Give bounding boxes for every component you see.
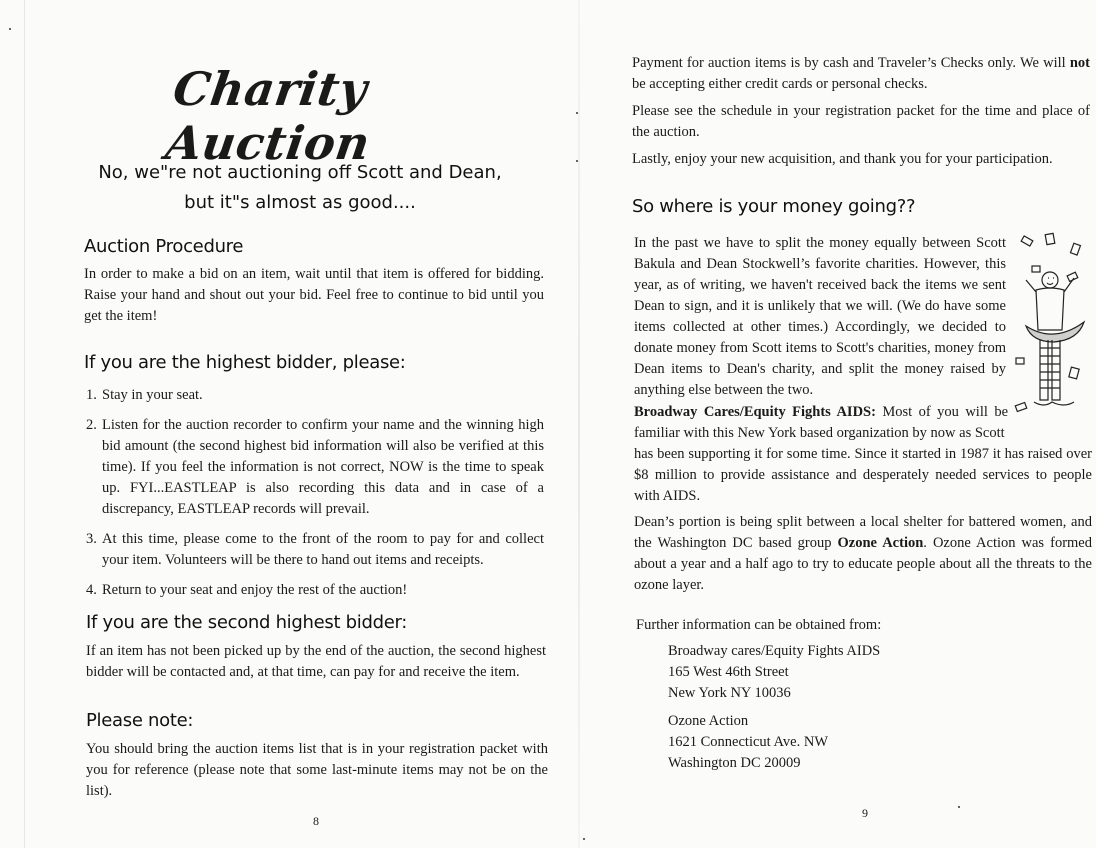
bcefa-text-rest: has been supporting it for some time. Since it started in 1987 it has raised over $8 million to provide assistance and desperately needed services to people with AIDS. [634, 446, 1092, 504]
payment-text [632, 53, 1090, 95]
note-heading: Please note: [86, 710, 194, 731]
steps-list [86, 385, 544, 610]
bcefa-line1: Most of you will be familiar with this New York based organization by now as Scott [634, 404, 1009, 441]
money-man-illustration [1012, 228, 1096, 424]
flying-bill-icon [1021, 236, 1033, 246]
note-text: You should bring the auction items list that is in your registration packet with you for reference (please note that some last-minute items may not be on the list). [86, 741, 548, 799]
step-number: 3. [86, 531, 97, 547]
lastly-text: Lastly, enjoy your new acquisition, and thank you for your participation. [632, 151, 1053, 167]
right-page [580, 0, 1096, 848]
dean-text-bold: Ozone Action [837, 535, 924, 551]
step-text: Stay in your seat. [102, 387, 203, 403]
bcefa-bold: Broadway Cares/Equity Fights AIDS: [634, 404, 876, 420]
address-line: Ozone Action [668, 713, 749, 729]
page-number-left: 8 [313, 814, 319, 828]
list-item [86, 415, 544, 520]
list-item [86, 580, 544, 601]
flying-bill-icon [1032, 266, 1040, 272]
scan-speck [583, 838, 585, 840]
scan-edge [24, 0, 25, 848]
bcefa-text-top [634, 402, 1008, 444]
second-bidder-heading: If you are the second highest bidder: [86, 612, 408, 633]
list-item [86, 529, 544, 571]
procedure-text: In order to make a bid on an item, wait until that item is offered for bidding. Raise your hand and shout out your bid. Feel free to continue to bid until you get the item! [84, 266, 544, 324]
list-item [86, 385, 544, 406]
address-line: Broadway cares/Equity Fights AIDS [668, 643, 881, 659]
step-text: At this time, please come to the front of the room to pay for and collect your item. Volunteers will be there to hand out items and receipts. [102, 531, 544, 568]
flying-bill-icon [1015, 402, 1026, 411]
dean-portion-text [634, 512, 1092, 596]
address-line: 165 West 46th Street [668, 664, 789, 680]
scan-speck [9, 28, 11, 30]
payment-text-post: be accepting either credit cards or personal checks. [632, 76, 928, 92]
flying-bill-icon [1070, 243, 1080, 255]
money-text: In the past we have to split the money equally between Scott Bakula and Dean Stockwell’s favorite charities. However, this year, as of writing, we haven't received back the items we sent Dean to sign, and it is unlikely that we will. (We do have some items collected at other times.) Accordingly, we decided to donate money from Scott items to Scott's charities, money from Dean items to Dean's charity, and split the money raised by anything else between the two. [634, 235, 1006, 398]
flying-bill-icon [1045, 233, 1055, 244]
money-heading: So where is your money going?? [632, 196, 916, 217]
step-text: Return to your seat and enjoy the rest of the auction! [102, 582, 408, 598]
address-line: 1621 Connecticut Ave. NW [668, 734, 829, 750]
address-bcefa [668, 641, 880, 704]
tagline-line-1: No, we"re not auctioning off Scott and Dean, [98, 162, 502, 183]
procedure-heading: Auction Procedure [84, 236, 244, 257]
scan-speck [576, 112, 578, 114]
payment-text-pre: Payment for auction items is by cash and Traveler’s Checks only. We will [632, 55, 1070, 71]
scan-speck [958, 806, 960, 808]
flying-bill-icon [1069, 367, 1079, 379]
highest-bidder-heading: If you are the highest bidder, please: [84, 352, 406, 373]
page-number-right: 9 [862, 806, 868, 820]
address-ozone [668, 711, 828, 774]
dean-text-pre: Dean’s portion is being split between a local shelter for battered women, and the Washington DC based group [634, 514, 1092, 551]
step-number: 2. [86, 417, 97, 433]
flying-bill-icon [1016, 358, 1024, 364]
step-number: 4. [86, 582, 97, 598]
further-info-text: Further information can be obtained from: [636, 617, 882, 633]
schedule-text: Please see the schedule in your registration packet for the time and place of the auction. [632, 103, 1090, 140]
scan-speck [576, 160, 578, 162]
payment-text-bold: not [1069, 55, 1090, 71]
step-text: Listen for the auction recorder to confirm your name and the winning high bid amount (the second highest bid information will also be verified at this time). If you feel the information is not correct, NOW is the time to speak up. FYI...EASTLEAP is also recording this data and in case of a discrepancy, EASTLEAP records will prevail. [102, 417, 544, 517]
head-icon [1042, 272, 1058, 288]
tagline-line-2: but it"s almost as good.... [184, 192, 416, 213]
step-number: 1. [86, 387, 97, 403]
address-line: New York NY 10036 [668, 685, 791, 701]
address-line: Washington DC 20009 [668, 755, 801, 771]
page-title: Charity Auction [162, 62, 374, 170]
dean-text-post: . Ozone Action was formed about a year and a half ago to try to educate people about all the threats to the ozone layer. [634, 535, 1092, 593]
second-bidder-text: If an item has not been picked up by the end of the auction, the second highest bidder will be contacted and, at that time, can pay for and receive the item. [86, 643, 546, 680]
